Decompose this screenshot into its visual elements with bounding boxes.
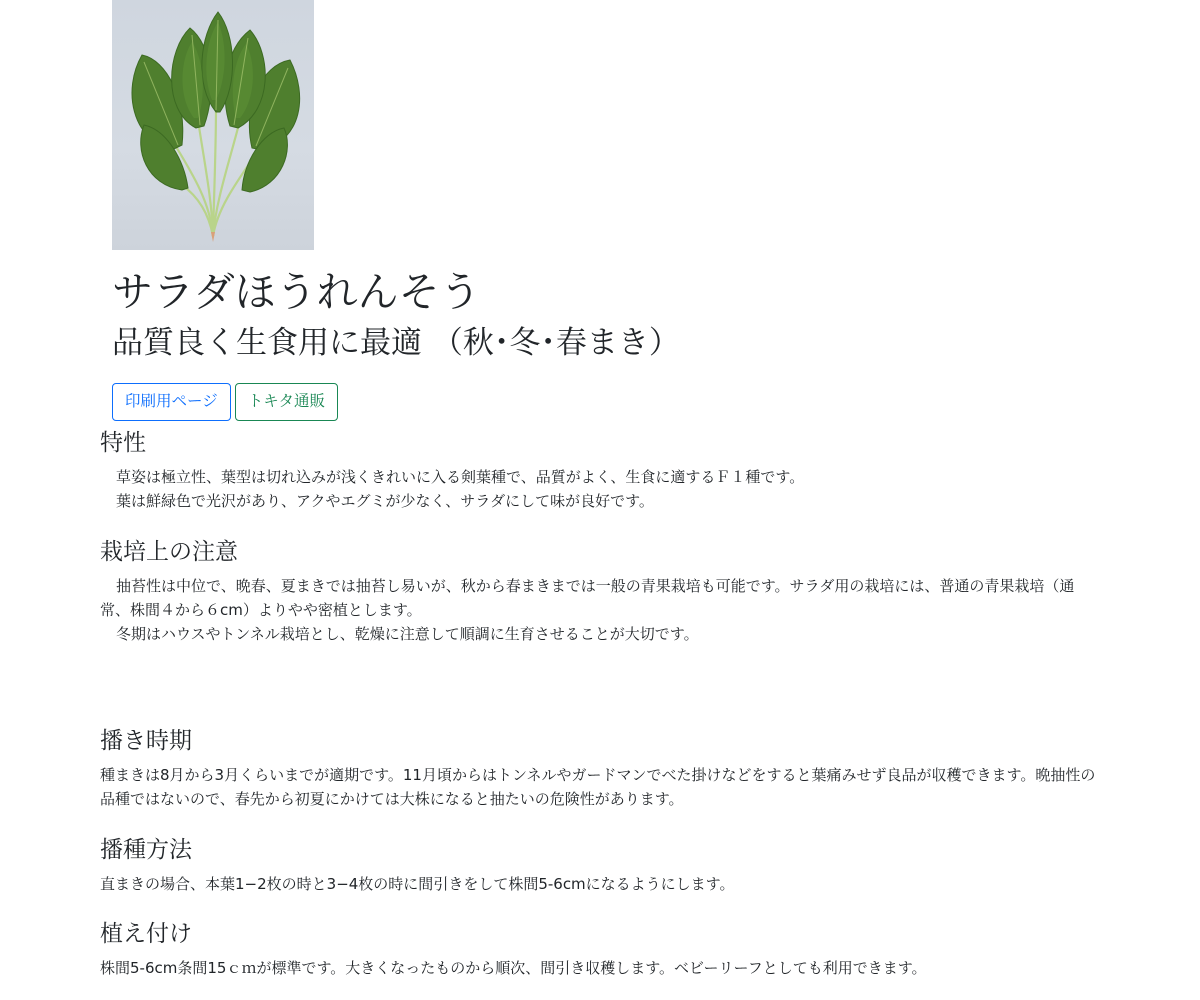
section-cultivation <box>100 537 1100 646</box>
page-subtitle: 品質良く生食用に最適 （秋･冬･春まき） <box>112 325 680 361</box>
section-features <box>100 428 1100 513</box>
section-text: 抽苔性は中位で、晩春、夏まきでは抽苔し易いが、秋から春まきまでは一般の青果栽培も可能です。サラダ用の栽培には、普通の青果栽培（通常、株間４から６cm）よりやや密植とします。 <box>100 577 1075 619</box>
page-title: サラダほうれんそう <box>112 268 481 316</box>
section-text: 直まきの場合、本葉1−2枚の時と3−4枚の時に間引きをして株間5-6cmになるようにします。 <box>100 875 735 893</box>
section-text: 種まきは8月から3月くらいまでが適期です。11月頃からはトンネルやガードマンでべた掛けなどをすると葉痛みせず良品が収穫できます。晩抽性の品種ではないので、春先から初夏にかけては大株になると抽たいの危険性があります。 <box>100 766 1096 808</box>
section-heading: 特性 <box>100 430 146 456</box>
section-sowing-time <box>100 726 1100 811</box>
section-heading: 栽培上の注意 <box>100 539 238 565</box>
print-page-button[interactable]: 印刷用ページ <box>112 383 231 421</box>
section-text: 冬期はハウスやトンネル栽培とし、乾燥に注意して順調に生育させることが大切です。 <box>116 625 699 643</box>
online-shop-button[interactable]: トキタ通販 <box>235 383 338 421</box>
section-text: 葉は鮮緑色で光沢があり、アクやエグミが少なく、サラダにして味が良好です。 <box>116 492 654 510</box>
spinach-image-icon <box>112 0 314 250</box>
action-buttons <box>112 383 338 421</box>
section-heading: 播種方法 <box>100 837 192 863</box>
section-heading: 植え付け <box>100 921 192 947</box>
section-text: 草姿は極立性、葉型は切れ込みが浅くきれいに入る剣葉種で、品質がよく、生食に適するＦ１種です。 <box>116 468 805 486</box>
section-planting <box>100 919 1100 980</box>
section-text: 株間5-6cm条間15ｃｍが標準です。大きくなったものから順次、間引き収穫します。ベビーリーフとしても利用できます。 <box>100 959 927 977</box>
product-photo <box>112 0 314 250</box>
section-heading: 播き時期 <box>100 728 192 754</box>
section-sowing-method <box>100 835 1100 896</box>
